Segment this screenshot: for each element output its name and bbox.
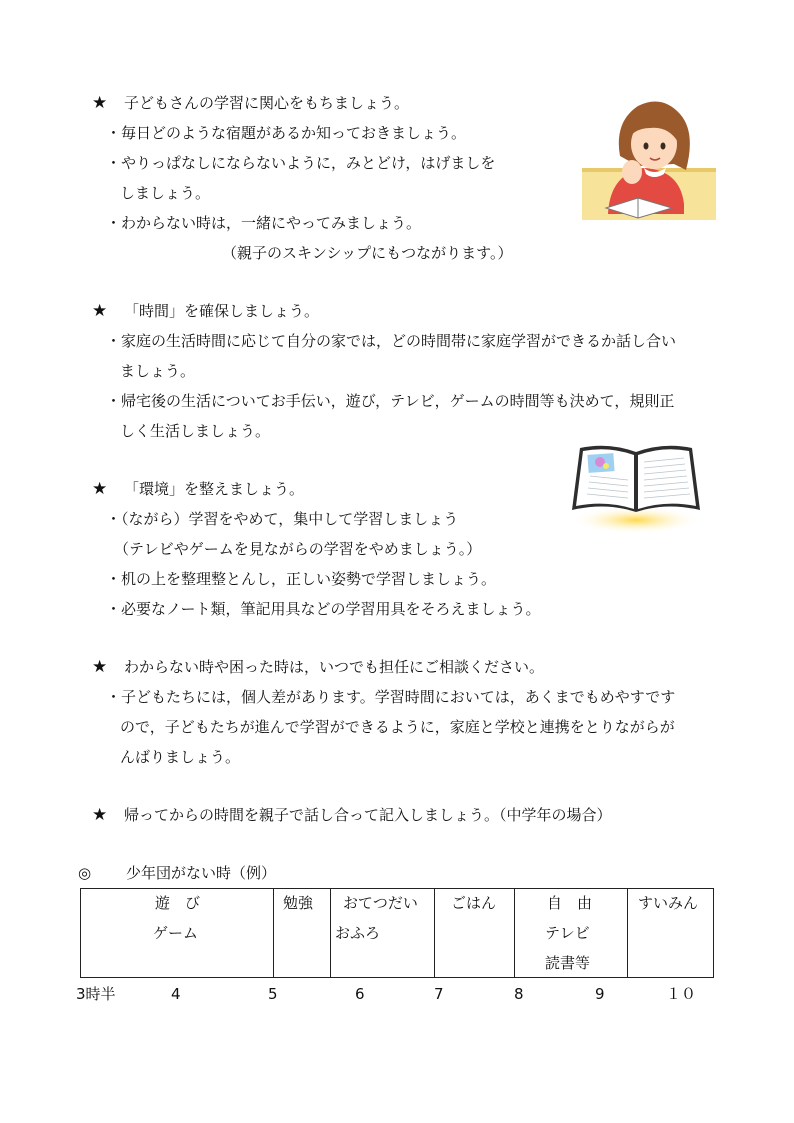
section4-item: ・子どもたちには，個人差があります。学習時間においては，あくまでもめやすです: [106, 688, 676, 706]
section2-heading: 「時間」を確保しましょう。: [124, 302, 320, 320]
schedule-cell-text: テレビ: [545, 924, 590, 942]
schedule-table: [80, 888, 714, 978]
schedule-cell-text: すいみん: [638, 894, 699, 912]
section2-item: ・帰宅後の生活についてお手伝い，遊び，テレビ，ゲームの時間等も決めて，規則正: [106, 392, 675, 410]
schedule-cell-text: 読書等: [545, 954, 591, 972]
section1-item: ・毎日どのような宿題があるか知っておきましょう。: [106, 124, 467, 142]
star-icon: ★: [92, 93, 108, 113]
schedule-cell-dinner: [435, 889, 515, 977]
section1-item: ・やりっぱなしにならないように，みとどけ，はげましを: [106, 154, 496, 172]
girl-reading-illustration: [580, 92, 718, 222]
star-icon: ★: [92, 479, 108, 499]
schedule-cell-text: ごはん: [451, 894, 497, 912]
time-label: 9: [595, 985, 605, 1003]
section5-heading: 帰ってからの時間を親子で話し合って記入しましょう。（中学年の場合）: [124, 806, 612, 824]
section4-heading: わからない時や困った時は，いつでも担任にご相談ください。: [124, 658, 545, 676]
schedule-title: 少年団がない時（例）: [126, 864, 277, 882]
schedule-cell-text: おてつだい: [343, 894, 418, 912]
section3-item: ・（ながら）学習をやめて，集中して学習しましょう: [106, 510, 459, 528]
section1-item: しましょう。: [120, 184, 211, 202]
time-label: 5: [268, 985, 278, 1003]
schedule-marker: ◎: [78, 864, 92, 882]
schedule-cell-text: 勉強: [283, 894, 314, 912]
schedule-cell-chores: [331, 889, 435, 977]
section2-item: しく生活しましょう。: [120, 422, 271, 440]
section4-item: ので，子どもたちが進んで学習ができるように，家庭と学校と連携をとりながらが: [120, 718, 675, 736]
time-label: 3時半: [76, 985, 116, 1003]
schedule-cell-play: [81, 889, 274, 977]
section2-item: ましょう。: [120, 362, 196, 380]
star-icon: ★: [92, 301, 108, 321]
star-icon: ★: [92, 805, 108, 825]
time-label: 7: [434, 985, 444, 1003]
time-label: 8: [514, 985, 524, 1003]
schedule-cell-study: [274, 889, 331, 977]
schedule-cell-sleep: [628, 889, 715, 977]
open-book-illustration: [566, 440, 706, 535]
section1-heading: 子どもさんの学習に関心をもちましょう。: [124, 94, 410, 112]
time-label: 6: [355, 985, 365, 1003]
section3-item: ・机の上を整理整とんし，正しい姿勢で学習しましょう。: [106, 570, 497, 588]
schedule-cell-text: ゲーム: [153, 924, 199, 942]
section3-note: （テレビやゲームを見ながらの学習をやめましょう。）: [114, 540, 482, 558]
time-label: １０: [666, 985, 697, 1003]
section2-item: ・家庭の生活時間に応じて自分の家では，どの時間帯に家庭学習ができるか話し合い: [106, 332, 677, 350]
section3-item: ・必要なノート類，筆記用具などの学習用具をそろえましょう。: [106, 600, 541, 618]
star-icon: ★: [92, 657, 108, 677]
time-label: 4: [171, 985, 181, 1003]
schedule-cell-text: 自 由: [547, 894, 593, 912]
schedule-cell-text: おふろ: [335, 924, 381, 942]
section4-item: んばりましょう。: [120, 748, 241, 766]
section3-heading: 「環境」を整えましょう。: [124, 480, 305, 498]
schedule-cell-free: [515, 889, 628, 977]
section1-item: ・わからない時は，一緒にやってみましょう。: [106, 214, 422, 232]
section1-note: （親子のスキンシップにもつながります。）: [222, 244, 513, 262]
schedule-cell-text: 遊 び: [155, 894, 201, 912]
